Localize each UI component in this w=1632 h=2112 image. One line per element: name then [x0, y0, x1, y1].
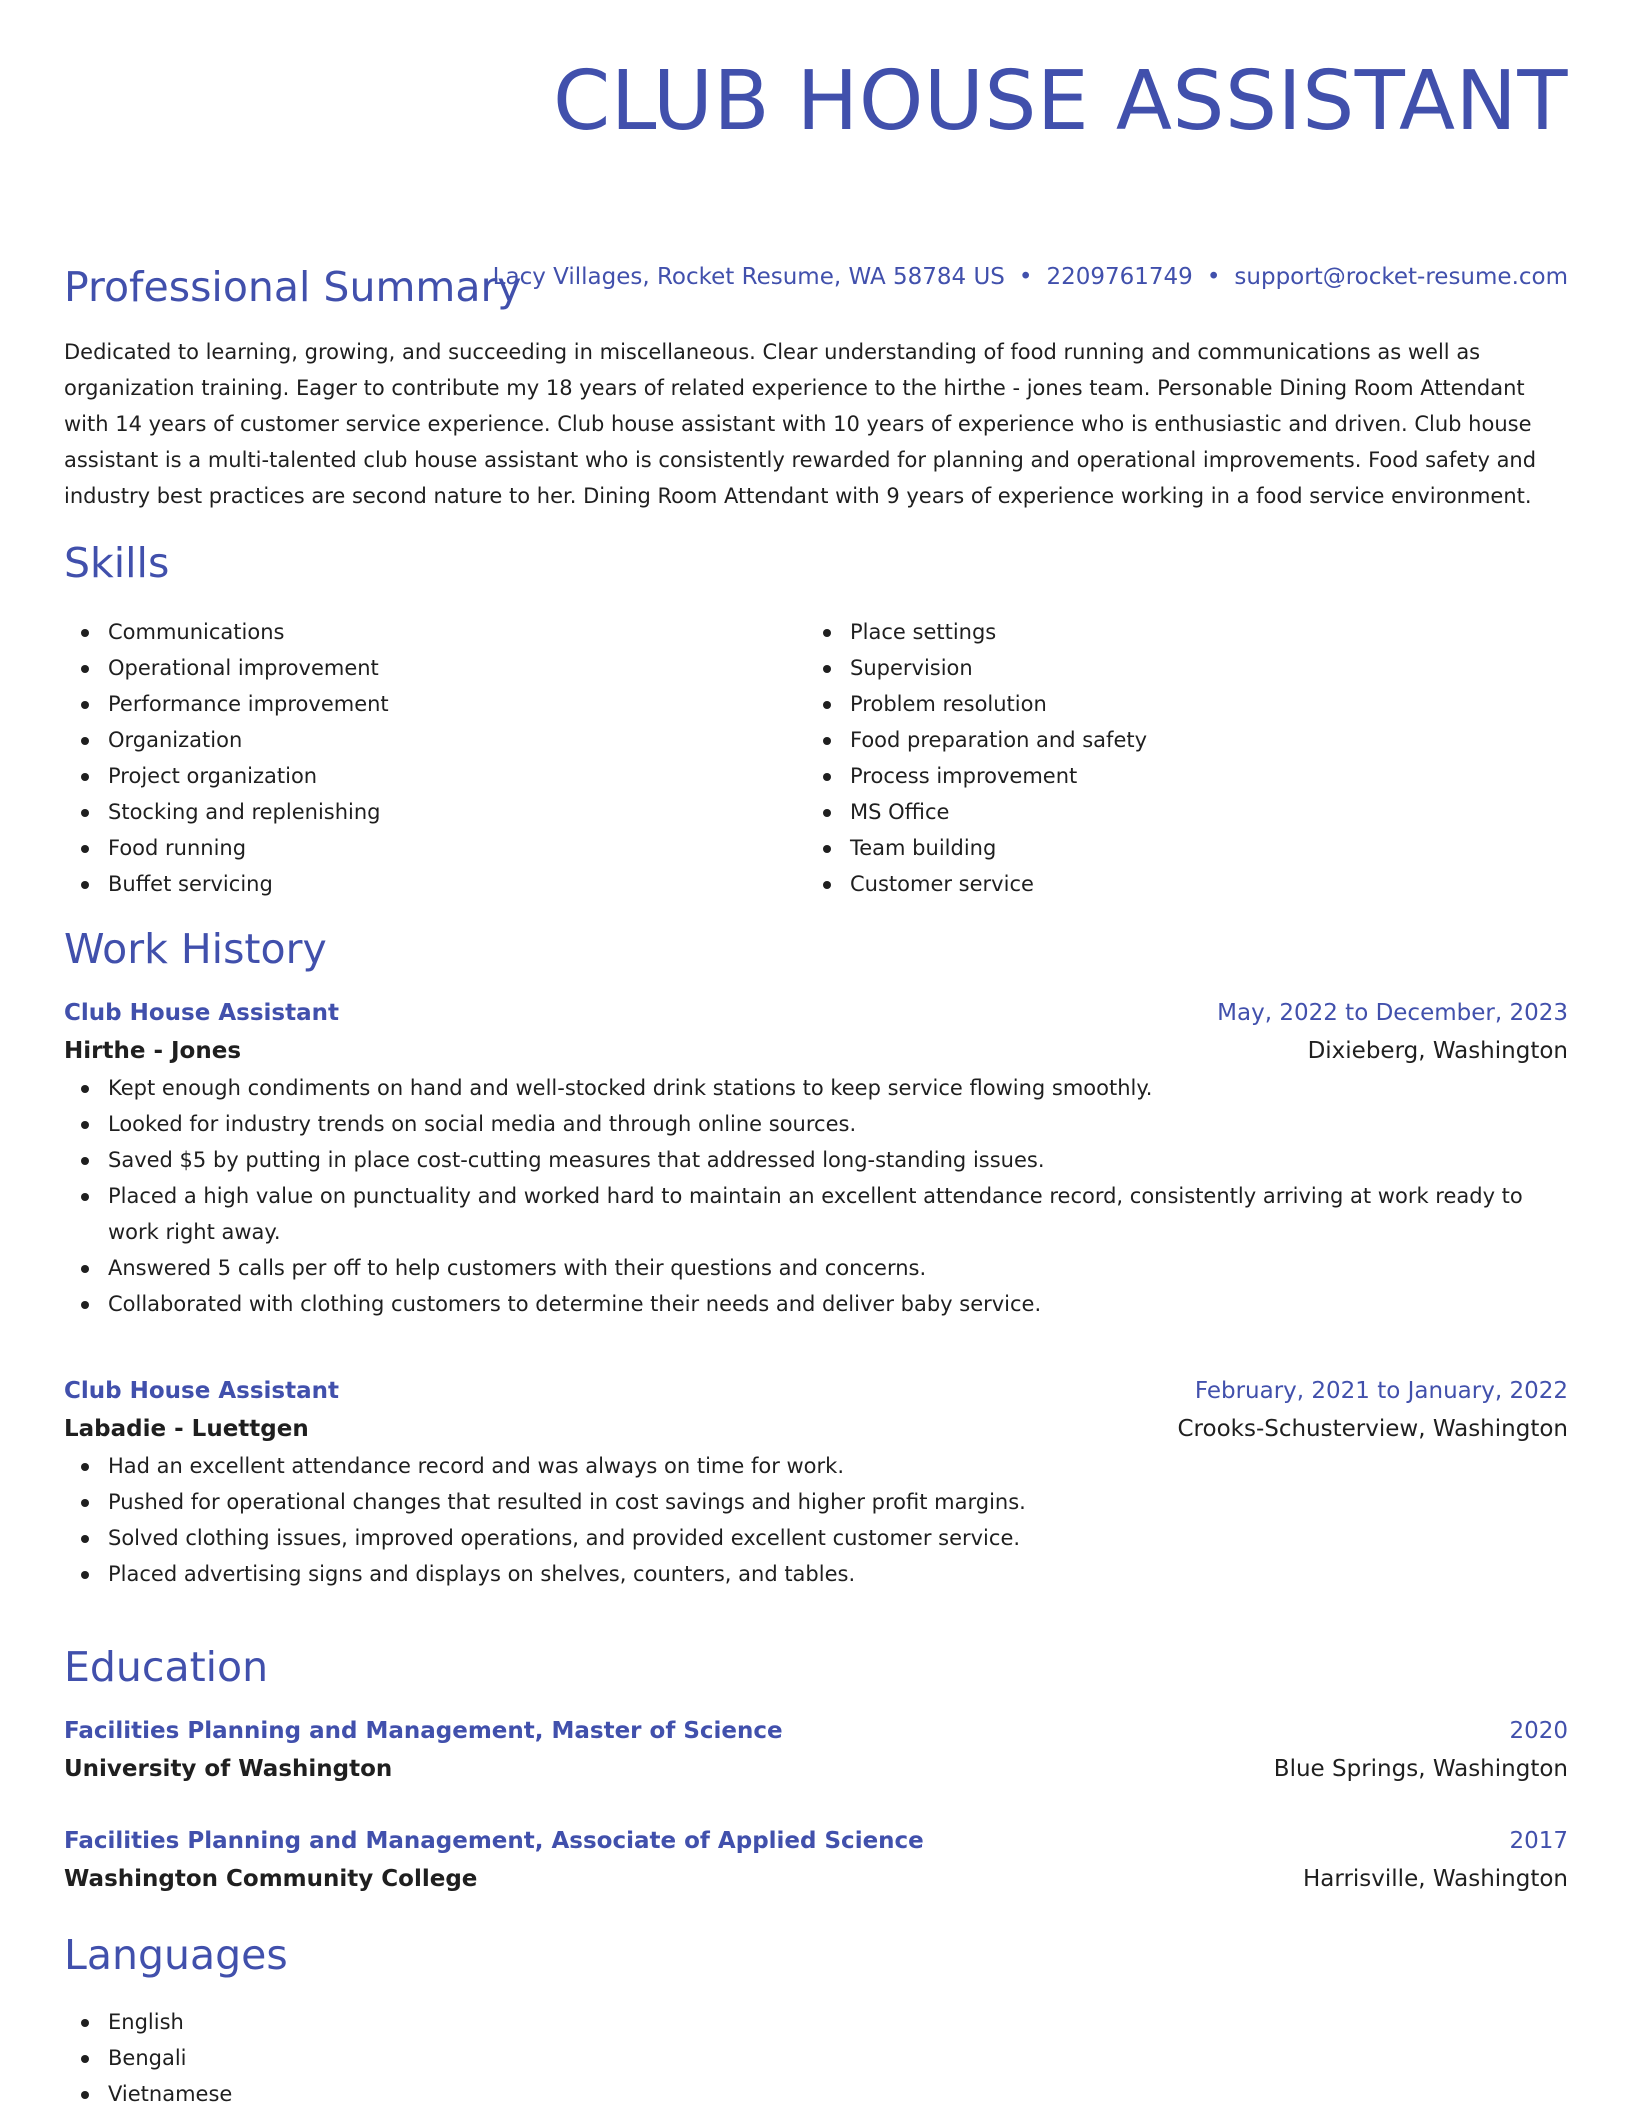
skill-item: Buffet servicing — [64, 866, 764, 902]
skill-item: Food preparation and safety — [806, 722, 1506, 758]
school-location: Harrisville, Washington — [1303, 1866, 1568, 1892]
skill-item: Operational improvement — [64, 650, 764, 686]
contact-phone[interactable]: 2209761749 — [1046, 264, 1193, 290]
summary-text: Dedicated to learning, growing, and succeeding in miscellaneous. Clear understanding of food running and communications as well as organization training. Eager to contribute my 18 years of related experience to the hirthe - jones team. Personable Dining Room Attendant with 14 years of customer service experience. Club house assistant with 10 years of experience who is enthusiastic and driven. Club house assistant is a multi-talented club house assistant who is consistently rewarded for planning and operational improvements. Food safety and industry best practices are second nature to her. Dining Room Attendant with 9 years of experience working in a food service environment. — [64, 340, 1537, 508]
education-entry-subheader — [64, 1750, 1568, 1788]
school-name: University of Washington — [64, 1756, 393, 1782]
contact-separator: • — [1018, 264, 1033, 290]
skills-heading: Skills — [64, 539, 170, 587]
contact-separator: • — [1206, 264, 1221, 290]
education-entry-header — [64, 1712, 1568, 1750]
skill-item: Project organization — [64, 758, 764, 794]
languages-list — [64, 2004, 764, 2112]
job-bullet: Saved $5 by putting in place cost-cutting measures that addressed long-standing issues. — [64, 1142, 1568, 1178]
skills-list-right — [806, 614, 1506, 902]
degree-year: 2017 — [1509, 1828, 1568, 1854]
skill-item: Problem resolution — [806, 686, 1506, 722]
job-bullet: Kept enough condiments on hand and well-stocked drink stations to keep service flowing smoothly. — [64, 1070, 1568, 1106]
contact-email[interactable]: support@rocket-resume.com — [1234, 264, 1568, 290]
education-entry-subheader — [64, 1860, 1568, 1898]
skill-item: Customer service — [806, 866, 1506, 902]
school-location: Blue Springs, Washington — [1273, 1756, 1568, 1782]
skill-item: Process improvement — [806, 758, 1506, 794]
skill-item: Performance improvement — [64, 686, 764, 722]
language-item: Bengali — [64, 2040, 764, 2076]
skill-item: MS Office — [806, 794, 1506, 830]
school-name: Washington Community College — [64, 1866, 478, 1892]
education-entry-header — [64, 1822, 1568, 1860]
job-title: Club House Assistant — [64, 1378, 339, 1404]
degree-year: 2020 — [1509, 1718, 1568, 1744]
job-title: Club House Assistant — [64, 1000, 339, 1026]
work-entry-header — [64, 1372, 1568, 1410]
degree-title: Facilities Planning and Management, Associate of Applied Science — [64, 1828, 924, 1854]
job-location: Crooks-Schusterview, Washington — [1177, 1416, 1568, 1442]
work-entry-subheader — [64, 1032, 1568, 1070]
skill-item: Communications — [64, 614, 764, 650]
contact-address: Lacy Villages, Rocket Resume, WA 58784 US — [492, 264, 1005, 290]
job-bullet: Solved clothing issues, improved operations, and provided excellent customer service. — [64, 1520, 1568, 1556]
education-heading: Education — [64, 1643, 269, 1691]
job-bullet: Had an excellent attendance record and was always on time for work. — [64, 1448, 1568, 1484]
skill-item: Organization — [64, 722, 764, 758]
work-history-heading: Work History — [64, 925, 327, 973]
language-item: English — [64, 2004, 764, 2040]
education-entry — [64, 1822, 1568, 1898]
job-dates: May, 2022 to December, 2023 — [1217, 1000, 1568, 1026]
languages-heading: Languages — [64, 1931, 288, 1979]
job-bullet: Placed advertising signs and displays on shelves, counters, and tables. — [64, 1556, 1568, 1592]
work-entry — [64, 1372, 1568, 1592]
skill-item: Team building — [806, 830, 1506, 866]
job-bullet-list — [64, 1070, 1568, 1322]
skill-item: Supervision — [806, 650, 1506, 686]
resume-name-title: CLUB HOUSE ASSISTANT — [552, 54, 1568, 149]
job-bullet: Placed a high value on punctuality and worked hard to maintain an excellent attendance record, consistently arriving at work ready to work right away. — [64, 1178, 1568, 1250]
skill-item: Place settings — [806, 614, 1506, 650]
skills-list-left — [64, 614, 764, 902]
job-bullet-list — [64, 1448, 1568, 1592]
skill-item: Food running — [64, 830, 764, 866]
education-entry — [64, 1712, 1568, 1788]
summary-heading: Professional Summary — [64, 263, 522, 311]
job-dates: February, 2021 to January, 2022 — [1194, 1378, 1568, 1404]
work-entry-header — [64, 994, 1568, 1032]
job-company: Hirthe - Jones — [64, 1038, 242, 1064]
skill-item: Stocking and replenishing — [64, 794, 764, 830]
job-bullet: Answered 5 calls per off to help customers with their questions and concerns. — [64, 1250, 1568, 1286]
degree-title: Facilities Planning and Management, Master of Science — [64, 1718, 783, 1744]
job-bullet: Pushed for operational changes that resulted in cost savings and higher profit margins. — [64, 1484, 1568, 1520]
work-entry-subheader — [64, 1410, 1568, 1448]
job-bullet: Looked for industry trends on social media and through online sources. — [64, 1106, 1568, 1142]
job-location: Dixieberg, Washington — [1307, 1038, 1568, 1064]
job-company: Labadie - Luettgen — [64, 1416, 309, 1442]
work-entry — [64, 994, 1568, 1322]
job-bullet: Collaborated with clothing customers to determine their needs and deliver baby service. — [64, 1286, 1568, 1322]
contact-line — [493, 262, 1568, 292]
language-item: Vietnamese — [64, 2076, 764, 2112]
